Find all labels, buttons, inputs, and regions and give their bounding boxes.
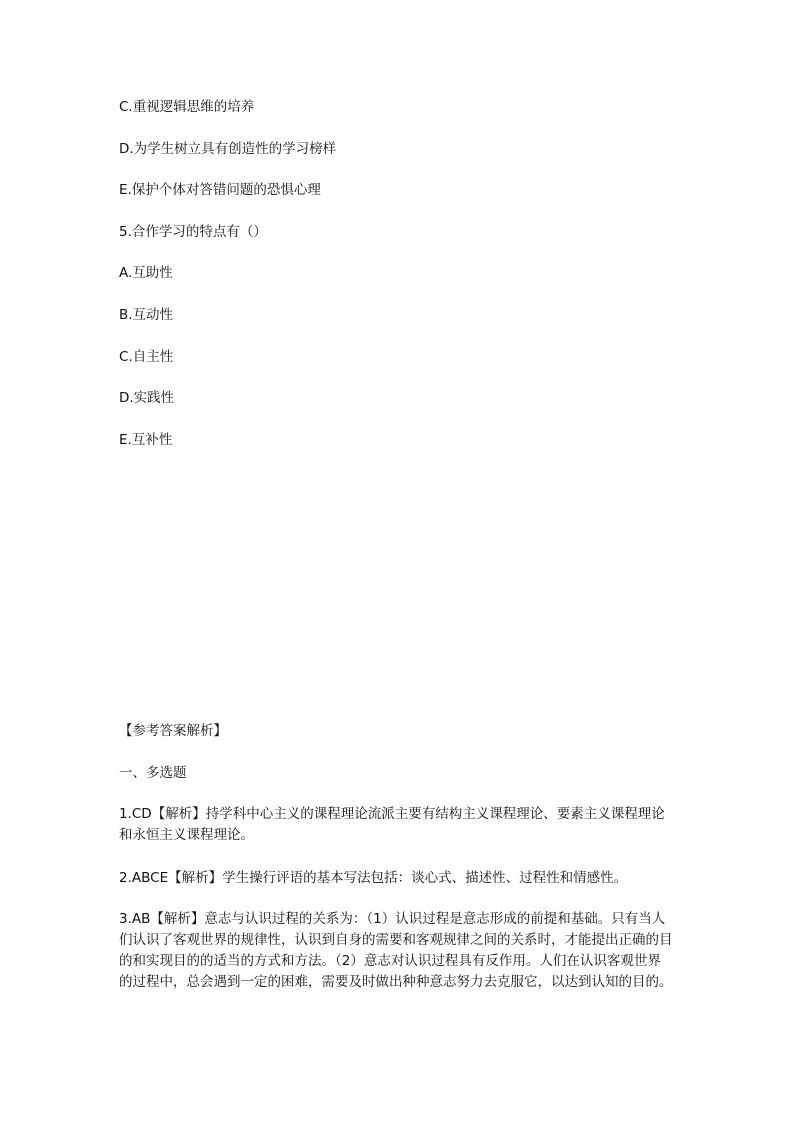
answer-item-1: 1.CD【解析】持学科中心主义的课程理论流派主要有结构主义课程理论、要素主义课程理论和永恒主义课程理论。 [119, 806, 665, 843]
option-4d: D.为学生树立具有创造性的学习榜样 [119, 141, 337, 157]
question-5-stem: 5.合作学习的特点有（） [119, 224, 267, 240]
option-5a: A.互助性 [119, 265, 173, 281]
option-5b: B.互动性 [119, 307, 174, 323]
option-4e: E.保护个体对答错问题的恐惧心理 [119, 182, 321, 198]
answer-key-title: 【参考答案解析】 [119, 723, 227, 739]
answer-item-3: 3.AB【解析】意志与认识过程的关系为：（1）认识过程是意志形成的前提和基础。只有当人们认识了客观世界的规律性，认识到自身的需要和客观规律之间的关系时，才能提出正确的目的和实现目的的适当的方式和方法。（2）意志对认识过程具有反作用。人们在认识客观世界的过程中，总会遇到一定的困难，需要及时做出种种意志努力去克服它，以达到认知的目的。 [119, 911, 673, 990]
option-5c: C.自主性 [119, 349, 174, 365]
answer-item-2: 2.ABCE【解析】学生操行评语的基本写法包括：谈心式、描述性、过程性和情感性。 [119, 870, 628, 886]
option-5d: D.实践性 [119, 390, 175, 406]
option-5e: E.互补性 [119, 432, 173, 448]
option-4c: C.重视逻辑思维的培养 [119, 99, 255, 115]
section-heading: 一、多选题 [119, 765, 187, 781]
